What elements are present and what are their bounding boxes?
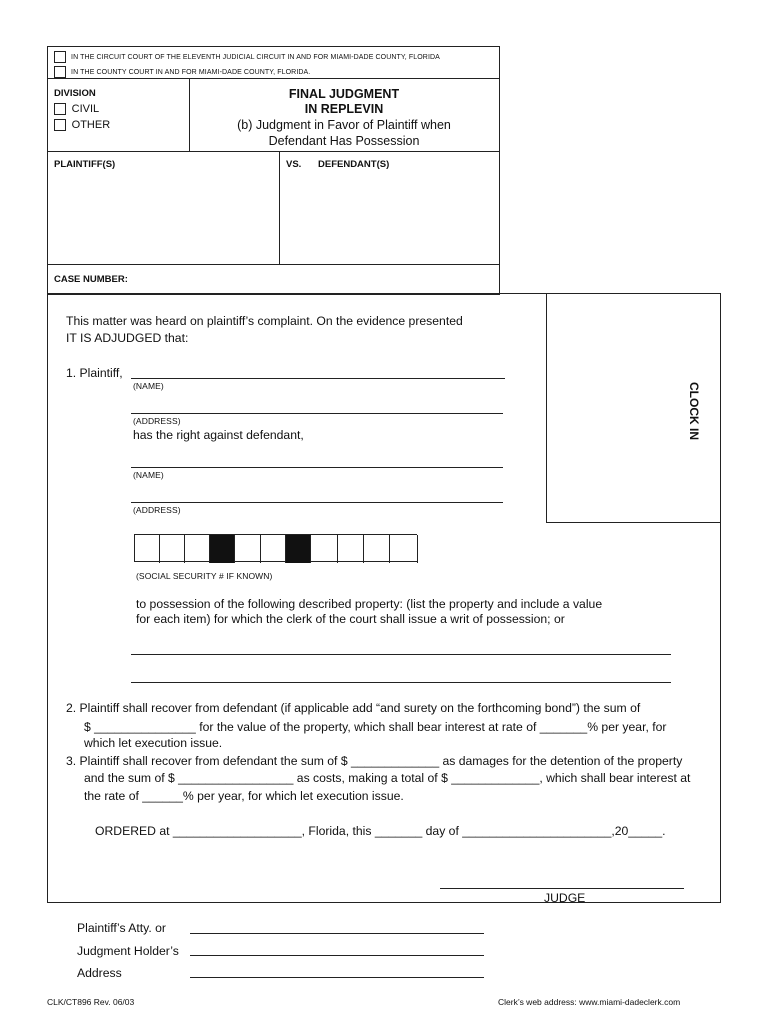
property-line-2[interactable] (131, 682, 671, 683)
ssn-digit-2[interactable] (160, 535, 185, 563)
header-divider (47, 78, 499, 79)
ssn-digit-8[interactable] (365, 535, 390, 563)
ssn-boxes[interactable] (134, 534, 417, 562)
title-divider (47, 151, 499, 152)
right-against-text: has the right against defendant, (133, 428, 304, 442)
plaintiff-label: PLAINTIFF(S) (54, 159, 116, 170)
ssn-separator-2 (286, 535, 311, 563)
ssn-digit-4[interactable] (236, 535, 261, 563)
ssn-separator-1 (210, 535, 235, 563)
item2-line2: $ _______________ for the value of the property, which shall bear interest at rate of _______% per year, for (84, 720, 667, 734)
clerk-website: Clerk’s web address: www.miami-dadeclerk.com (498, 997, 681, 1007)
county-court-text: IN THE COUNTY COURT IN AND FOR MIAMI-DADE COUNTY, FLORIDA. (71, 68, 311, 76)
defendant-label: DEFENDANT(S) (318, 159, 390, 170)
title-line3: (b) Judgment in Favor of Plaintiff when (237, 118, 451, 132)
item2-line1: 2. Plaintiff shall recover from defendant (if applicable add “and surety on the forthcoming bond”) the sum of (66, 701, 641, 715)
other-checkbox[interactable] (54, 119, 66, 131)
possession-line2: for each item) for which the clerk of the court shall issue a writ of possession; or (136, 612, 565, 626)
plaintiff-field[interactable] (50, 175, 276, 261)
civil-checkbox[interactable] (54, 103, 66, 115)
attorney-field-2[interactable] (190, 955, 484, 956)
case-number-label: CASE NUMBER: (54, 274, 128, 285)
ssn-digit-5[interactable] (261, 535, 286, 563)
defendant-address-line[interactable] (131, 502, 503, 503)
county-court-option (54, 66, 310, 78)
parties-bottom-divider (47, 264, 499, 265)
item3-line1: 3. Plaintiff shall recover from defendant the sum of $ _____________ as damages for the detention of the property (66, 754, 683, 768)
address1-caption: (ADDRESS) (133, 416, 181, 426)
division-other-option (54, 119, 110, 131)
address2-caption: (ADDRESS) (133, 505, 181, 515)
form-title (190, 87, 498, 149)
judge-signature-line[interactable] (440, 888, 684, 889)
circuit-court-option (54, 51, 440, 63)
vs-label: VS. (286, 159, 302, 170)
plaintiff-address-line[interactable] (131, 413, 503, 414)
attorney-line2: Judgment Holder’s (77, 944, 179, 958)
item2-line3: which let execution issue. (84, 736, 223, 750)
property-line-1[interactable] (131, 654, 671, 655)
attorney-field-1[interactable] (190, 933, 484, 934)
attorney-line1: Plaintiff’s Atty. or (77, 921, 166, 935)
defendant-field[interactable] (282, 175, 496, 261)
division-label: DIVISION (54, 88, 96, 99)
ssn-digit-6[interactable] (313, 535, 338, 563)
form-id: CLK/CT896 Rev. 06/03 (47, 997, 135, 1007)
circuit-court-text: IN THE CIRCUIT COURT OF THE ELEVENTH JUDICIAL CIRCUIT IN AND FOR MIAMI-DADE COUNTY, FLORIDA (71, 53, 440, 61)
name1-caption: (NAME) (133, 381, 164, 391)
civil-text: CIVIL (71, 103, 100, 115)
attorney-line3: Address (77, 966, 122, 980)
intro-line2: IT IS ADJUDGED that: (66, 331, 189, 345)
defendant-name-line[interactable] (131, 467, 503, 468)
ssn-digit-1[interactable] (135, 535, 160, 563)
item1-prefix: 1. Plaintiff, (66, 366, 123, 380)
county-court-checkbox[interactable] (54, 66, 66, 78)
clock-in-label: CLOCK IN (687, 382, 701, 440)
possession-line1: to possession of the following described property: (list the property and include a value (136, 597, 603, 611)
ssn-digit-3[interactable] (185, 535, 210, 563)
plaintiff-name-line[interactable] (131, 378, 505, 379)
title-line1: FINAL JUDGMENT (288, 87, 400, 101)
ssn-caption: (SOCIAL SECURITY # IF KNOWN) (136, 571, 273, 581)
title-line4: Defendant Has Possession (268, 134, 420, 148)
division-civil-option (54, 103, 99, 115)
circuit-court-checkbox[interactable] (54, 51, 66, 63)
attorney-field-3[interactable] (190, 977, 484, 978)
title-line2: IN REPLEVIN (304, 102, 384, 116)
other-text: OTHER (71, 119, 111, 131)
ssn-digit-7[interactable] (339, 535, 364, 563)
ordered-line: ORDERED at ___________________, Florida, this _______ day of ______________________,20_____. (95, 824, 666, 838)
judge-label: JUDGE (544, 891, 586, 905)
name2-caption: (NAME) (133, 470, 164, 480)
intro-line1: This matter was heard on plaintiff’s complaint. On the evidence presented (66, 314, 463, 328)
item3-line2: and the sum of $ _________________ as costs, making a total of $ _____________, which shall bear interest at (84, 771, 691, 785)
ssn-digit-9[interactable] (391, 535, 418, 563)
parties-divider (279, 152, 280, 264)
item3-line3: the rate of ______% per year, for which let execution issue. (84, 789, 404, 803)
